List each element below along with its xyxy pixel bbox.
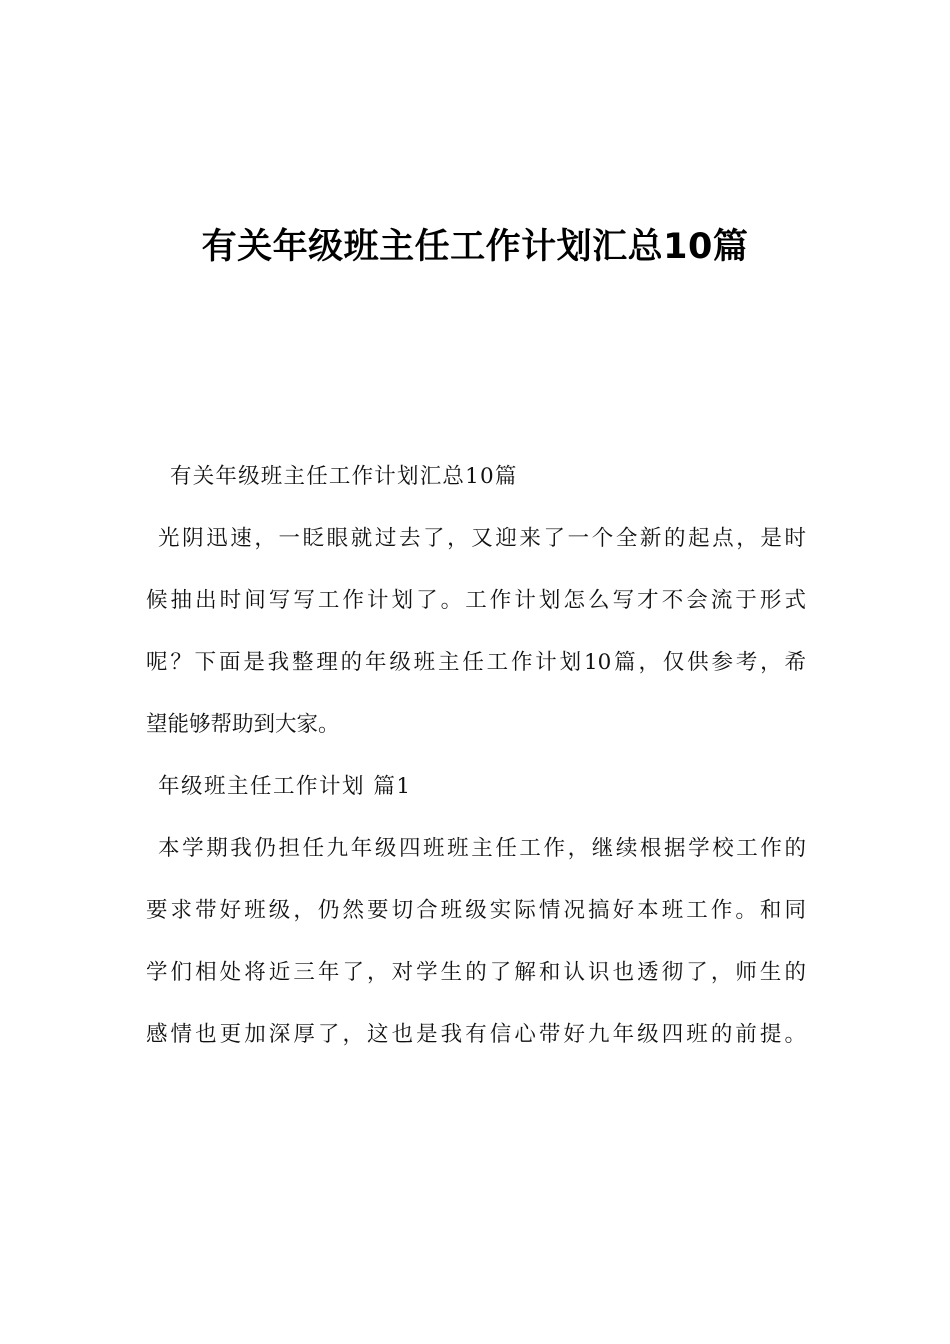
document-title: 有关年级班主任工作计划汇总10篇 [201, 227, 749, 267]
intro-line: 候抽出时间写写工作计划了。工作计划怎么写才不会流于形式 [146, 588, 806, 613]
section-line: 感情也更加深厚了，这也是我有信心带好九年级四班的前提。 [146, 1022, 806, 1047]
intro-line: 望能够帮助到大家。 [146, 712, 340, 737]
section-line: 本学期我仍担任九年级四班班主任工作，继续根据学校工作的 [158, 836, 806, 861]
document-body [146, 446, 806, 1066]
intro-line: 呢？下面是我整理的年级班主任工作计划10篇，仅供参考，希 [146, 650, 806, 675]
intro-line: 光阴迅速，一眨眼就过去了，又迎来了一个全新的起点，是时 [158, 526, 806, 551]
section-line: 要求带好班级，仍然要切合班级实际情况搞好本班工作。和同 [146, 898, 806, 923]
section-heading: 年级班主任工作计划 篇1 [158, 774, 412, 799]
section-line: 学们相处将近三年了，对学生的了解和认识也透彻了，师生的 [146, 960, 806, 985]
document-subtitle: 有关年级班主任工作计划汇总10篇 [170, 464, 518, 489]
